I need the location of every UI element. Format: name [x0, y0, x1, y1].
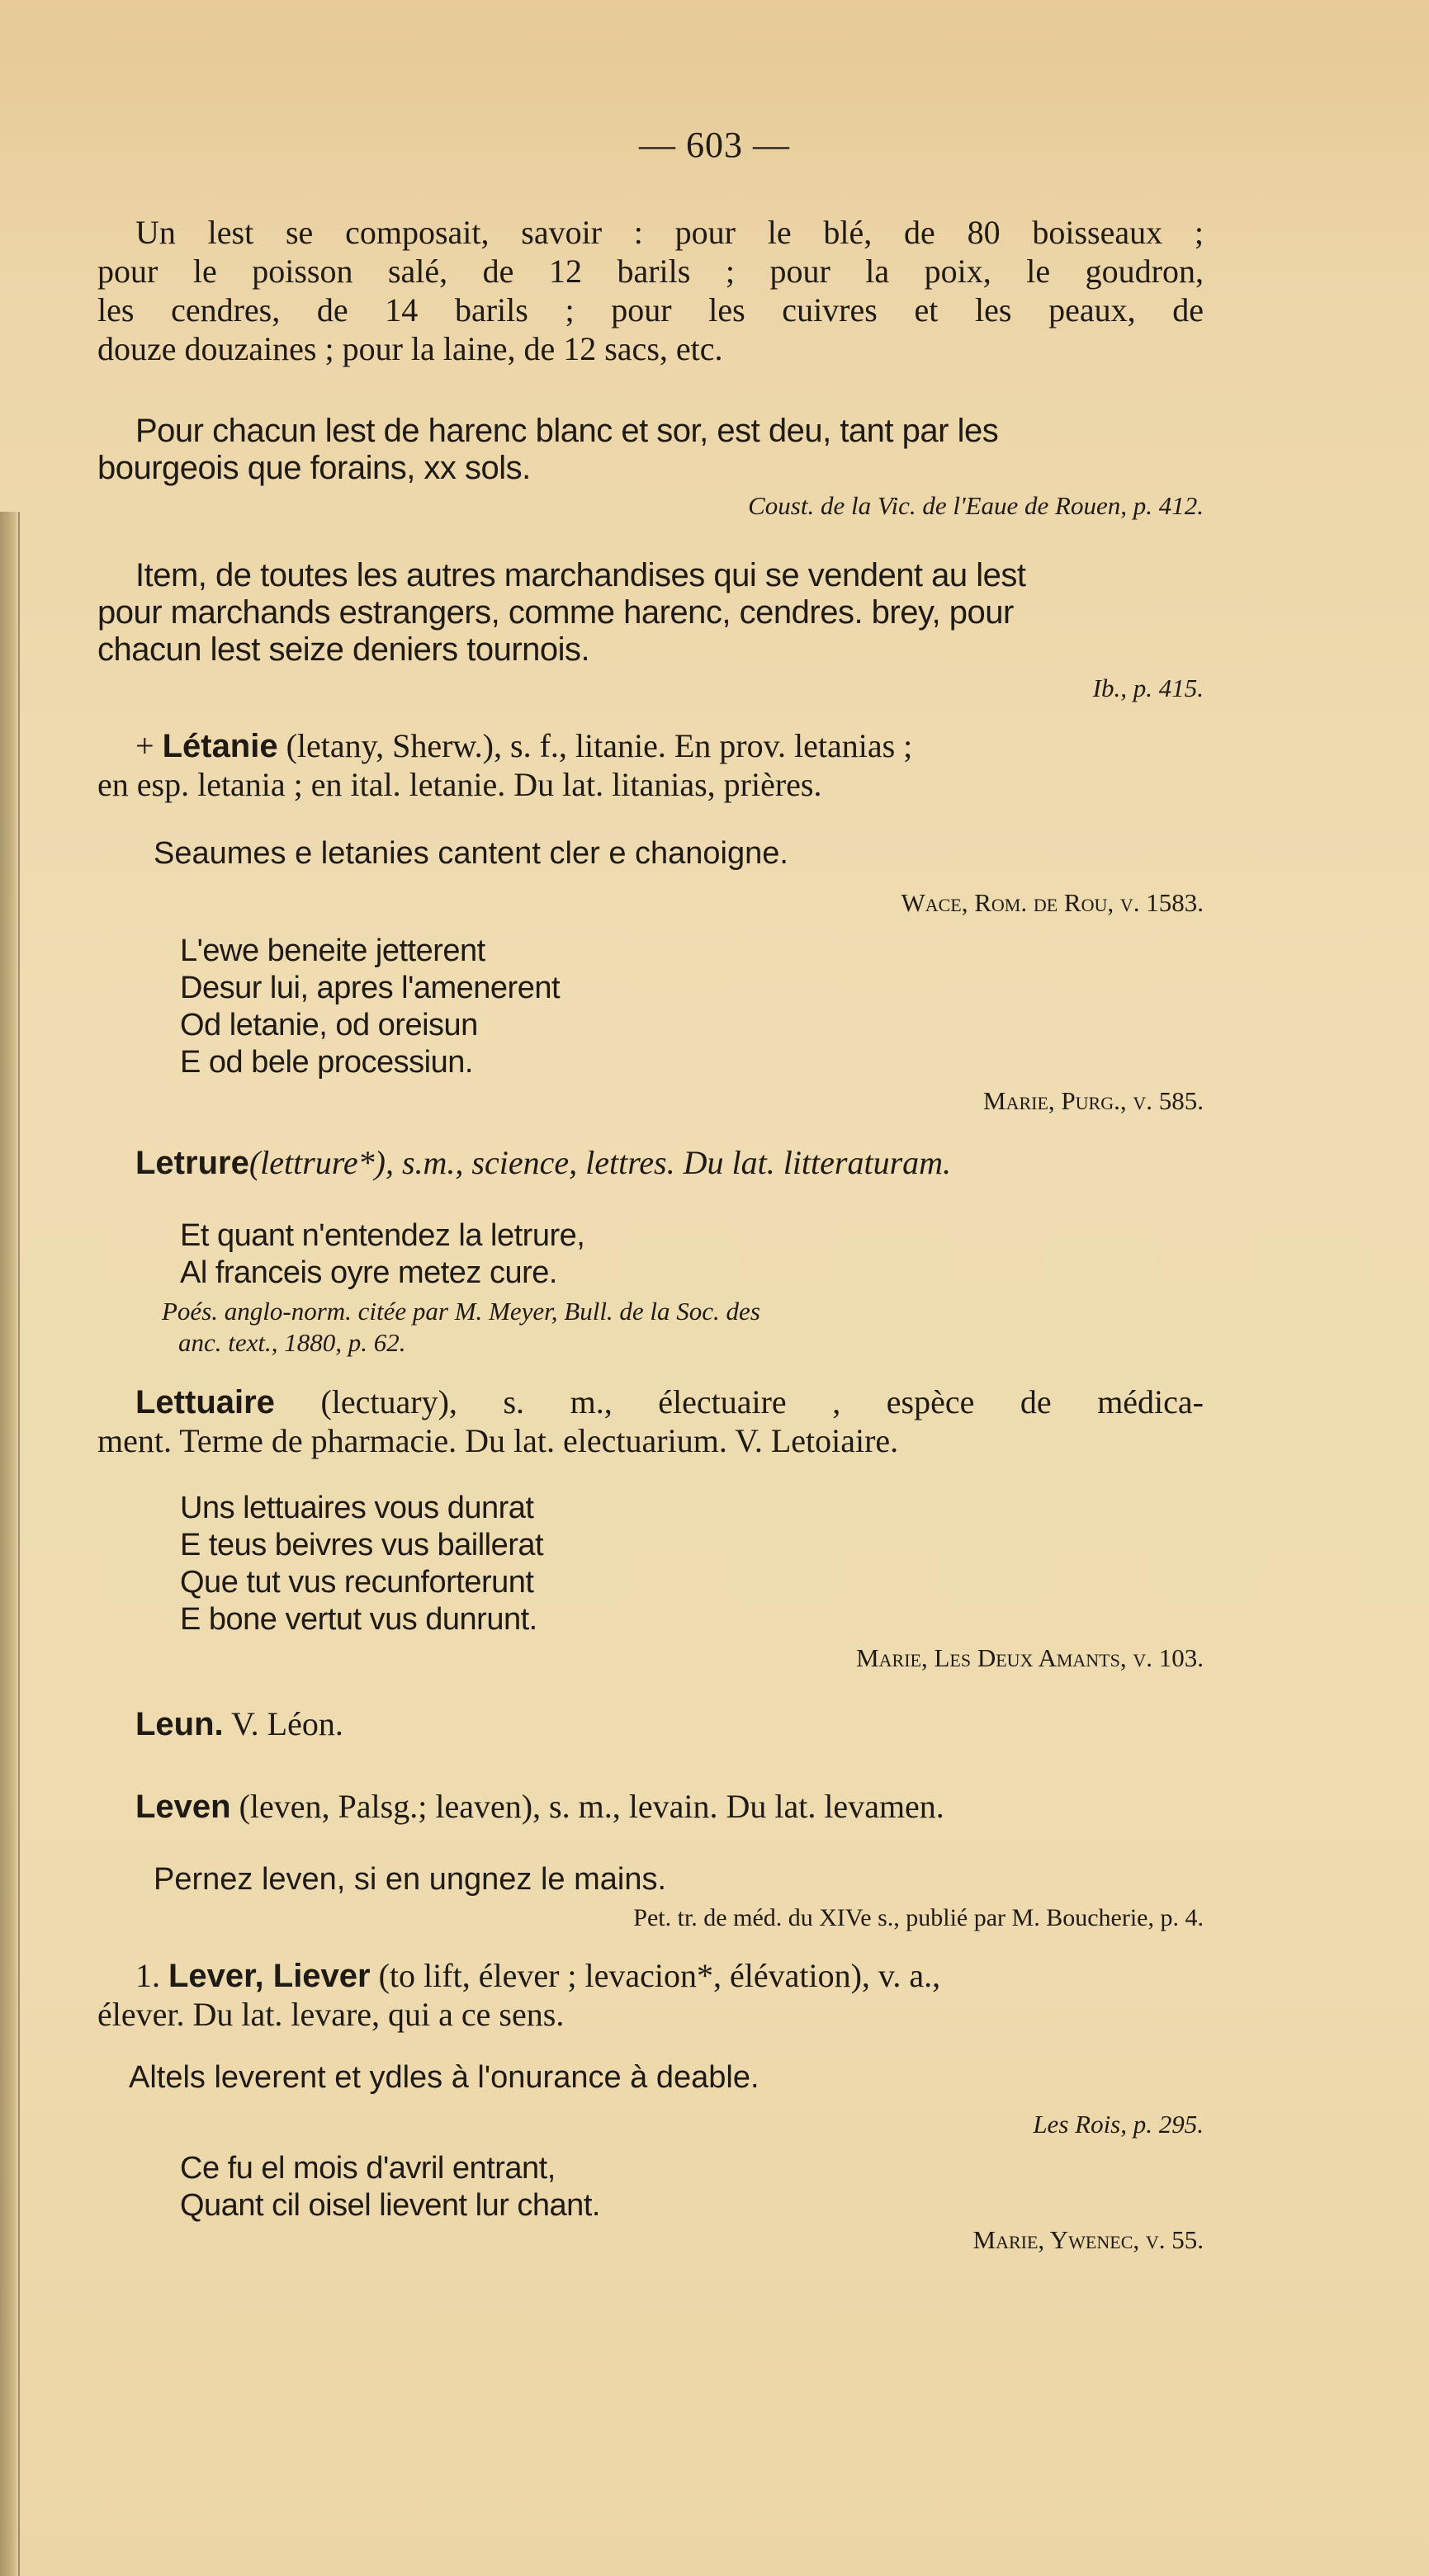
quote-item	[97, 557, 1204, 669]
citation-text: Marie, Purg., v. 585.	[983, 1086, 1204, 1115]
definition: (to lift, élever ; levacion*, élévation), v. a.,	[378, 1957, 941, 1994]
citation-text: Wace, Rom. de Rou, v. 1583.	[901, 888, 1204, 917]
headword: Létanie	[162, 728, 278, 764]
quote-pernez: Pernez leven, si en ungnez le mains.	[154, 1862, 667, 1897]
citation-wace	[97, 887, 1204, 919]
entry-first-line	[97, 1956, 1204, 1995]
verse-line: E bone vertut vus dunrunt.	[180, 1602, 537, 1637]
page-number: — 603 —	[639, 125, 790, 165]
verse-line: E od bele processiun.	[180, 1045, 473, 1080]
verse-line: Quant cil oisel lievent lur chant.	[180, 2188, 600, 2223]
verse-line: Od letanie, od oreisun	[180, 1008, 478, 1042]
verse-line: Desur lui, apres l'amenerent	[180, 971, 561, 1005]
citation-marie-ywenec	[97, 2224, 1204, 2256]
text-line: ment. Terme de pharmacie. Du lat. electuarium. V. Letoiaire.	[97, 1422, 899, 1459]
entry-letanie	[97, 726, 1204, 804]
citation-coust: Coust. de la Vic. de l'Eaue de Rouen, p. 412.	[748, 491, 1204, 520]
text-line: pour le poisson salé, de 12 barils ; pour la poix, le goudron,	[97, 253, 1204, 290]
verse-line: E teus beivres vus baillerat	[180, 1528, 544, 1562]
entry-number: 1.	[135, 1957, 160, 1994]
dagger-marker: +	[135, 727, 154, 764]
text-line: Item, de toutes les autres marchandises qui se vendent au lest	[135, 557, 1026, 593]
verse-lever	[97, 2150, 1286, 2224]
citation-marie-deux-amants	[97, 1642, 1204, 1674]
entry-lettuaire	[97, 1383, 1204, 1460]
text-line: chacun lest seize deniers tournois.	[97, 631, 590, 668]
text-line: Un lest se composait, savoir : pour le blé, de 80 boisseaux ;	[135, 214, 1204, 251]
definition: (letany, Sherw.), s. f., litanie. En prov. letanias ;	[286, 727, 913, 764]
entry-leven	[97, 1787, 1204, 1826]
citation-text: Marie, Ywenec, v. 55.	[972, 2225, 1204, 2254]
verse-letrure	[97, 1217, 1286, 1292]
text-line: les cendres, de 14 barils ; pour les cuivres et les peaux, de	[97, 291, 1204, 328]
entry-first-line	[97, 726, 1204, 765]
quote-pour-chacun	[97, 413, 1204, 487]
headword: Lettuaire	[135, 1384, 275, 1420]
book-spine-edge	[0, 512, 18, 2576]
paragraph-lest	[97, 213, 1204, 368]
entry-letrure	[97, 1143, 1204, 1182]
verse-letanie	[97, 933, 1286, 1081]
quote-altels: Altels leverent et ydles à l'onurance à deable.	[129, 2060, 759, 2095]
citation-text: Marie, Les Deux Amants, v. 103.	[856, 1643, 1204, 1672]
verse-line: Al franceis oyre metez cure.	[180, 1255, 557, 1290]
verse-line: Ce fu el mois d'avril entrant,	[180, 2151, 556, 2186]
citation-marie-purg	[97, 1085, 1204, 1117]
text-line: bourgeois que forains, xx sols.	[97, 450, 531, 486]
page-gutter-line	[18, 512, 20, 2576]
definition: V. Léon.	[230, 1705, 343, 1742]
text-line: élever. Du lat. levare, qui a ce sens.	[97, 1996, 565, 2033]
verse-line: Et quant n'entendez la letrure,	[180, 1218, 585, 1253]
entry-first-line	[97, 1787, 1204, 1826]
citation-pet-tr: Pet. tr. de méd. du XIVe s., publié par M. Boucherie, p. 4.	[633, 1904, 1204, 1931]
entry-first-line	[97, 1704, 1204, 1743]
headword: Letrure	[135, 1145, 249, 1181]
citation-ib: Ib., p. 415.	[1092, 674, 1204, 702]
headword: Leun.	[135, 1706, 224, 1742]
citation-line: Poés. anglo-norm. citée par M. Meyer, Bull. de la Soc. des	[162, 1297, 760, 1326]
text-line: Pour chacun lest de harenc blanc et sor, est deu, tant par les	[135, 413, 999, 449]
verse-line: Uns lettuaires vous dunrat	[180, 1491, 534, 1525]
entry-first-line	[97, 1383, 1204, 1421]
entry-first-line	[97, 1143, 1204, 1182]
text-line: en esp. letania ; en ital. letanie. Du lat. litanias, prières.	[97, 766, 822, 803]
citation-les-rois: Les Rois, p. 295.	[1033, 2110, 1204, 2139]
quote-seaumes: Seaumes e letanies cantent cler e chanoigne.	[154, 836, 788, 871]
definition: (lettrure*), s.m., science, lettres. Du lat. litteraturam.	[248, 1144, 952, 1181]
definition: (lectuary), s. m., électuaire , espèce de médica-	[320, 1383, 1204, 1420]
citation-line: anc. text., 1880, p. 62.	[178, 1328, 406, 1357]
verse-line: Que tut vus recunforterunt	[180, 1565, 534, 1600]
verse-line: L'ewe beneite jetterent	[180, 934, 485, 968]
definition: (leven, Palsg.; leaven), s. m., levain. Du lat. levamen.	[239, 1788, 944, 1825]
headword: Lever, Liever	[168, 1958, 371, 1994]
citation-poes	[97, 1296, 1268, 1359]
headword: Leven	[135, 1789, 231, 1825]
text-line: pour marchands estrangers, comme harenc, cendres. brey, pour	[97, 594, 1014, 631]
text-line: douze douzaines ; pour la laine, de 12 sacs, etc.	[97, 330, 723, 367]
entry-lever	[97, 1956, 1204, 2034]
entry-leun	[97, 1704, 1204, 1743]
verse-lettuaire	[97, 1490, 1286, 1638]
